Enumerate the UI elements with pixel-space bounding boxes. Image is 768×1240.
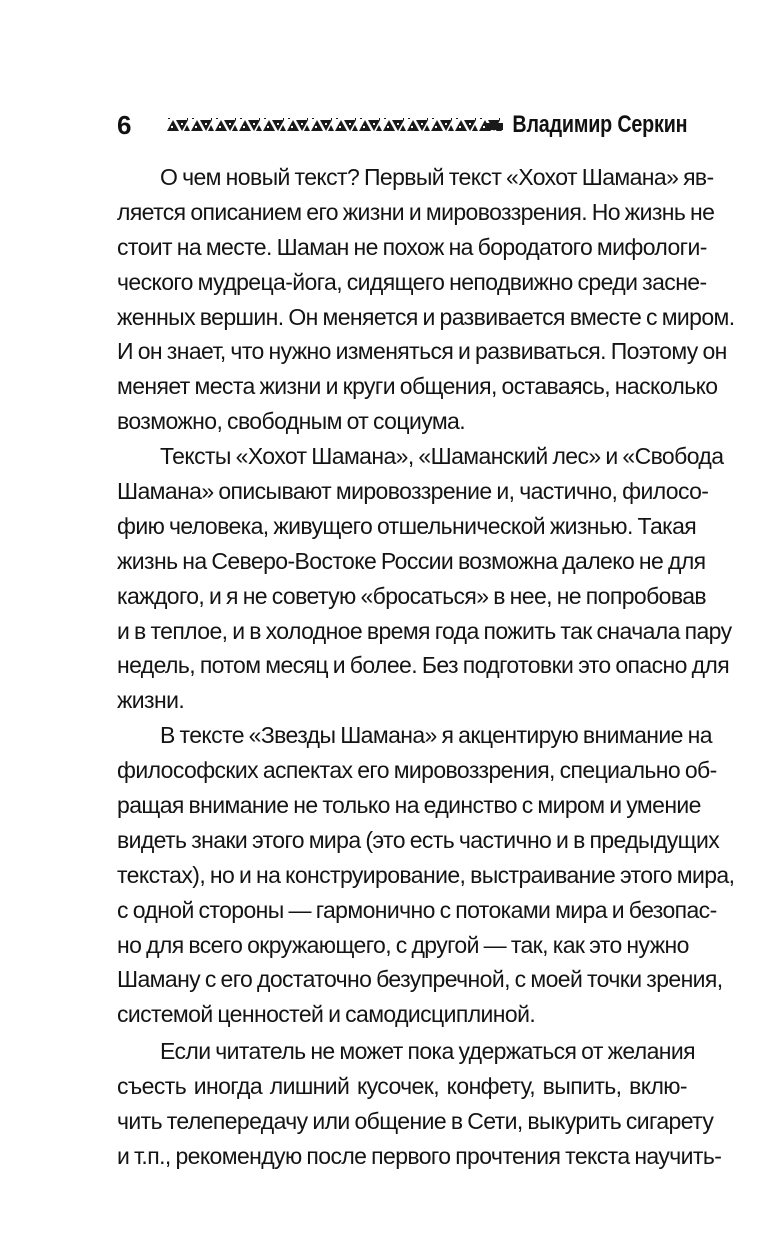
text-line: женных вершин. Он меняется и развивается вместе с миром. [117,303,735,330]
text-line: текстах), но и на конструирование, выстраивание этого мира, [117,861,735,888]
text-line: Шамана» описывают мировоззрение и, частично, филосо- [117,478,709,505]
text-line: видеть знаки этого мира (это есть частично и в предыдущих [117,826,720,853]
text-line: Тексты «Хохот Шамана», «Шаманский лес» и «Свобода [160,443,724,470]
text-line: каждого, и я не советую «бросаться» в нее, не попробовав [117,582,707,609]
text-line: жизнь на Северо-Востоке России возможна далеко не для [117,547,706,574]
text-line: Шаману с его достаточно безупречной, с моей точки зрения, [117,966,723,993]
text-line: фию человека, живущего отшельнической жизнью. Такая [117,512,697,539]
text-line: философских аспектах его мировоззрения, специально об- [117,757,717,784]
body-text [117,160,735,1174]
text-line: съесть иногда лишний кусочек, конфету, выпить, вклю- [117,1073,687,1100]
text-line: и т.п., рекомендую после первого прочтения текста научить- [117,1142,722,1169]
page-number: 6 [117,110,132,140]
decorative-ornament [167,117,503,133]
text-line: ческого мудреца-йога, сидящего неподвижно среди засне- [117,268,707,295]
text-line: с одной стороны — гармонично с потоками мира и безопас- [117,896,717,923]
text-line: чить телепередачу или общение в Сети, выкурить сигарету [117,1108,714,1135]
text-line: меняет места жизни и круги общения, оставаясь, насколько [117,373,718,400]
text-line: И он знает, что нужно изменяться и развиваться. Поэтому он [117,338,727,365]
text-line: жизни. [117,687,185,714]
author-name: Владимир Серкин [512,111,687,138]
text-line: возможно, свободным от социума. [117,408,466,435]
text-line: ляется описанием его жизни и мировоззрения. Но жизнь не [117,198,715,225]
running-head [117,108,687,142]
text-line: О чем новый текст? Первый текст «Хохот Шамана» яв- [160,164,714,190]
text-line: системой ценностей и самодисциплиной. [117,1001,536,1028]
text-line: ращая внимание не только на единство с миром и умение [117,792,701,819]
text-line: В тексте «Звезды Шамана» я акцентирую внимание на [160,722,712,749]
text-line: но для всего окружающего, с другой — так, как это нужно [117,931,689,958]
text-line: недель, потом месяц и более. Без подготовки это опасно для [117,652,730,679]
text-line: и в теплое, и в холодное время года пожить так сначала пару [117,617,732,644]
text-line: Если читатель не может пока удержаться от желания [160,1038,696,1065]
text-line: стоит на месте. Шаман не похож на бородатого мифологи- [117,233,707,260]
